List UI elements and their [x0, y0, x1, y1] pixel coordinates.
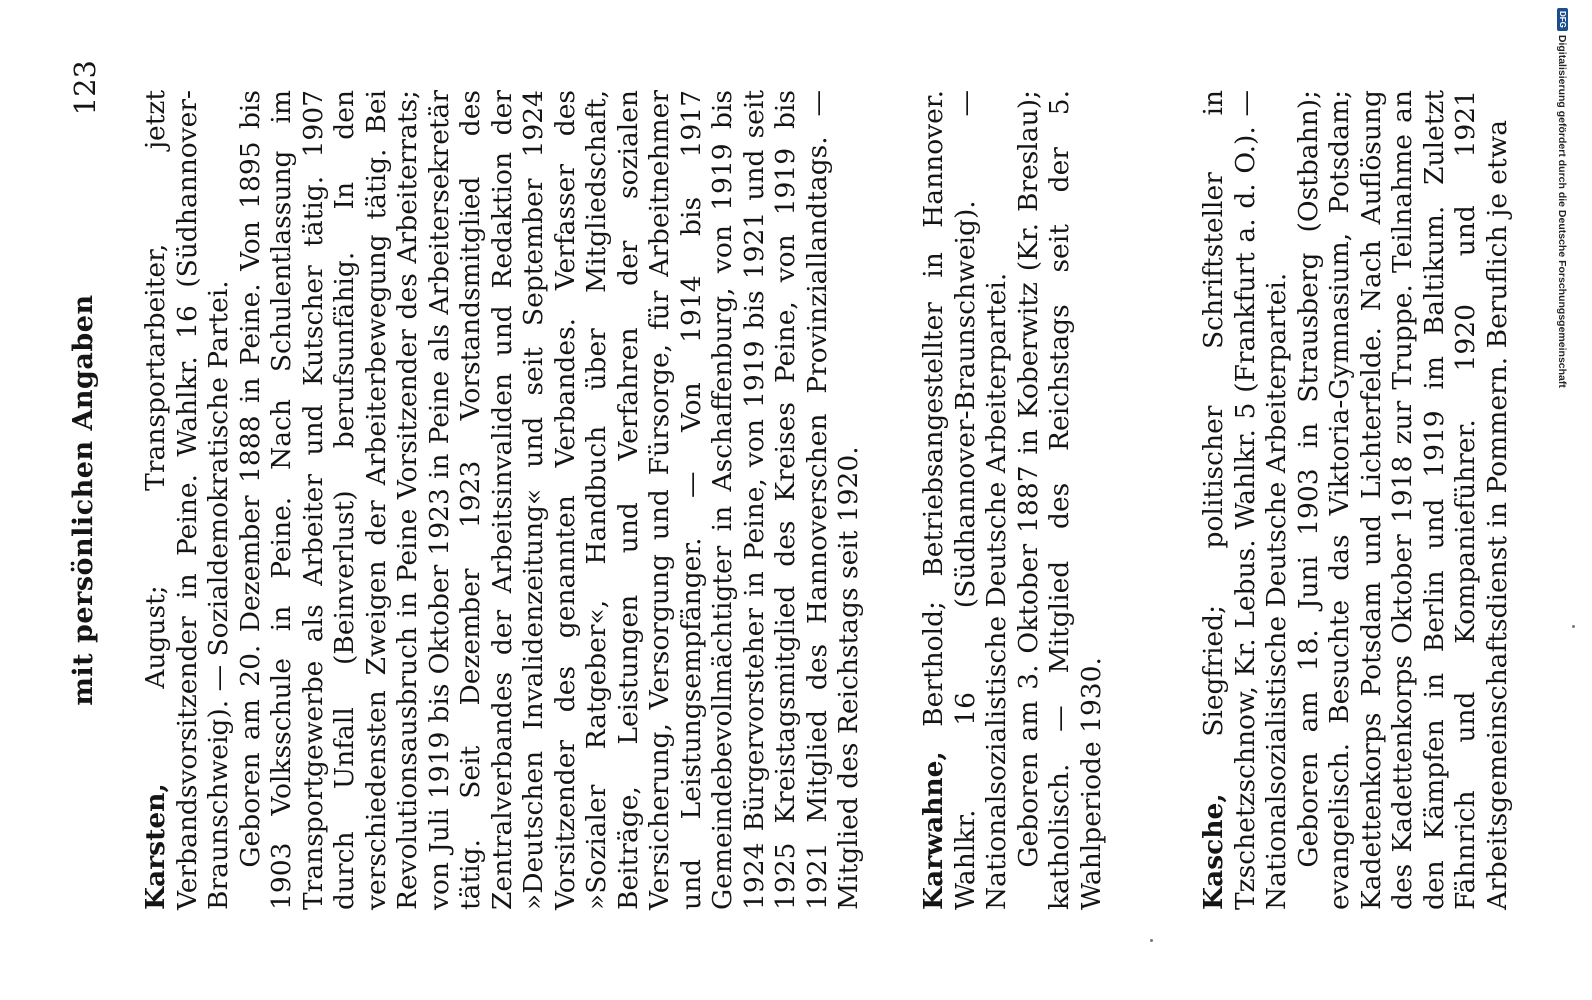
entry-karwahne: [918, 90, 1107, 910]
entry-name: Karsten,: [140, 783, 171, 910]
entry-intro: Berthold; Betriebsangestellter in Hannover. Wahlkr. 16 (Südhannover-Braunschweig). — Nationalsozialistische Deutsche Arbeiterpartei.: [918, 90, 1012, 910]
running-head: [68, 60, 108, 940]
entry-karsten: [140, 90, 865, 910]
paper-speck: [1150, 939, 1153, 942]
entry-name: Kasche,: [1198, 793, 1229, 910]
entry-bio: Geboren am 3. Oktober 1887 in Koberwitz (Kr. Breslau); katholisch. — Mitglied des Reichstags seit der 5. Wahlperiode 1930.: [1012, 90, 1107, 910]
entry-intro: Siegfried; politischer Schriftsteller in Tzschetzschnow, Kr. Lebus. Wahlkr. 5 (Frankfurt a. d. O.). — Nationalsozialistische Deutsche Arbeiterpartei.: [1198, 90, 1292, 910]
entry-bio: Geboren am 20. Dezember 1888 in Peine. Von 1895 bis 1903 Volksschule in Peine. Nach Schulentlassung im Transportgewerbe als Arbeiter und Kutscher tätig. 1907 durch Unfall (Beinverlust) berufsunfähig. In den verschiedensten Zweigen der Arbeiterbewegung tätig. Bei Revolutionsausbruch in Peine Vorsitzender des Arbeiterrats; von Juli 1919 bis Oktober 1923 in Peine als Arbeitersekretär tätig. Seit Dezember 1923 Vorstandsmitglied des Zentralverbandes der Arbeitsinvaliden und Redaktion der »Deutschen Invalidenzeitung« und seit September 1924 Vorsitzender des genannten Verbandes. Verfasser des »Sozialer Ratgeber«, Handbuch über Mitgliedschaft, Beiträge, Leistungen und Verfahren der sozialen Versicherung, Versorgung und Fürsorge, für Arbeitnehmer und Leistungsempfänger. — Von 1914 bis 1917 Gemeindebevollmächtigter in Aschaffenburg, von 1919 bis 1924 Bürgervorsteher in Peine, von 1919 bis 1921 und seit 1925 Kreistagsmitglied des Kreises Peine, von 1919 bis 1921 Mitglied des Hannoverschen Provinziallandtags. — Mitglied des Reichstags seit 1920.: [234, 90, 864, 910]
digitization-text: Digitalisierung gefördert durch die Deutsche Forschungsgemeinschaft: [1556, 34, 1568, 388]
page-number: 123: [68, 60, 102, 116]
running-title: mit persönlichen Angaben: [68, 294, 99, 706]
entry-name: Karwahne,: [918, 751, 949, 910]
dfg-logo: DFG: [1557, 8, 1568, 31]
entry-bio: Geboren am 18. Juni 1903 in Strausberg (Ostbahn); evangelisch. Besuchte das Viktoria-Gymnasium, Potsdam; Kadettenkorps Potsdam und Lichterfelde. Nach Auflösung des Kadettenkorps Oktober 1918 zur Truppe. Teilnahme an den Kämpfen in Berlin und 1919 im Baltikum. Zuletzt Fähnrich und Kompanieführer. 1920 und 1921 Arbeitsgemeinschaftsdienst in Pommern. Beruflich je etwa: [1292, 90, 1513, 910]
entry-intro: August; Transportarbeiter, jetzt Verbandsvorsitzender in Peine. Wahlkr. 16 (Südhannover-Braunschweig). — Sozialdemokratische Partei.: [140, 90, 234, 910]
entry-kasche: [1198, 90, 1513, 910]
digitization-note: [1546, 8, 1586, 992]
